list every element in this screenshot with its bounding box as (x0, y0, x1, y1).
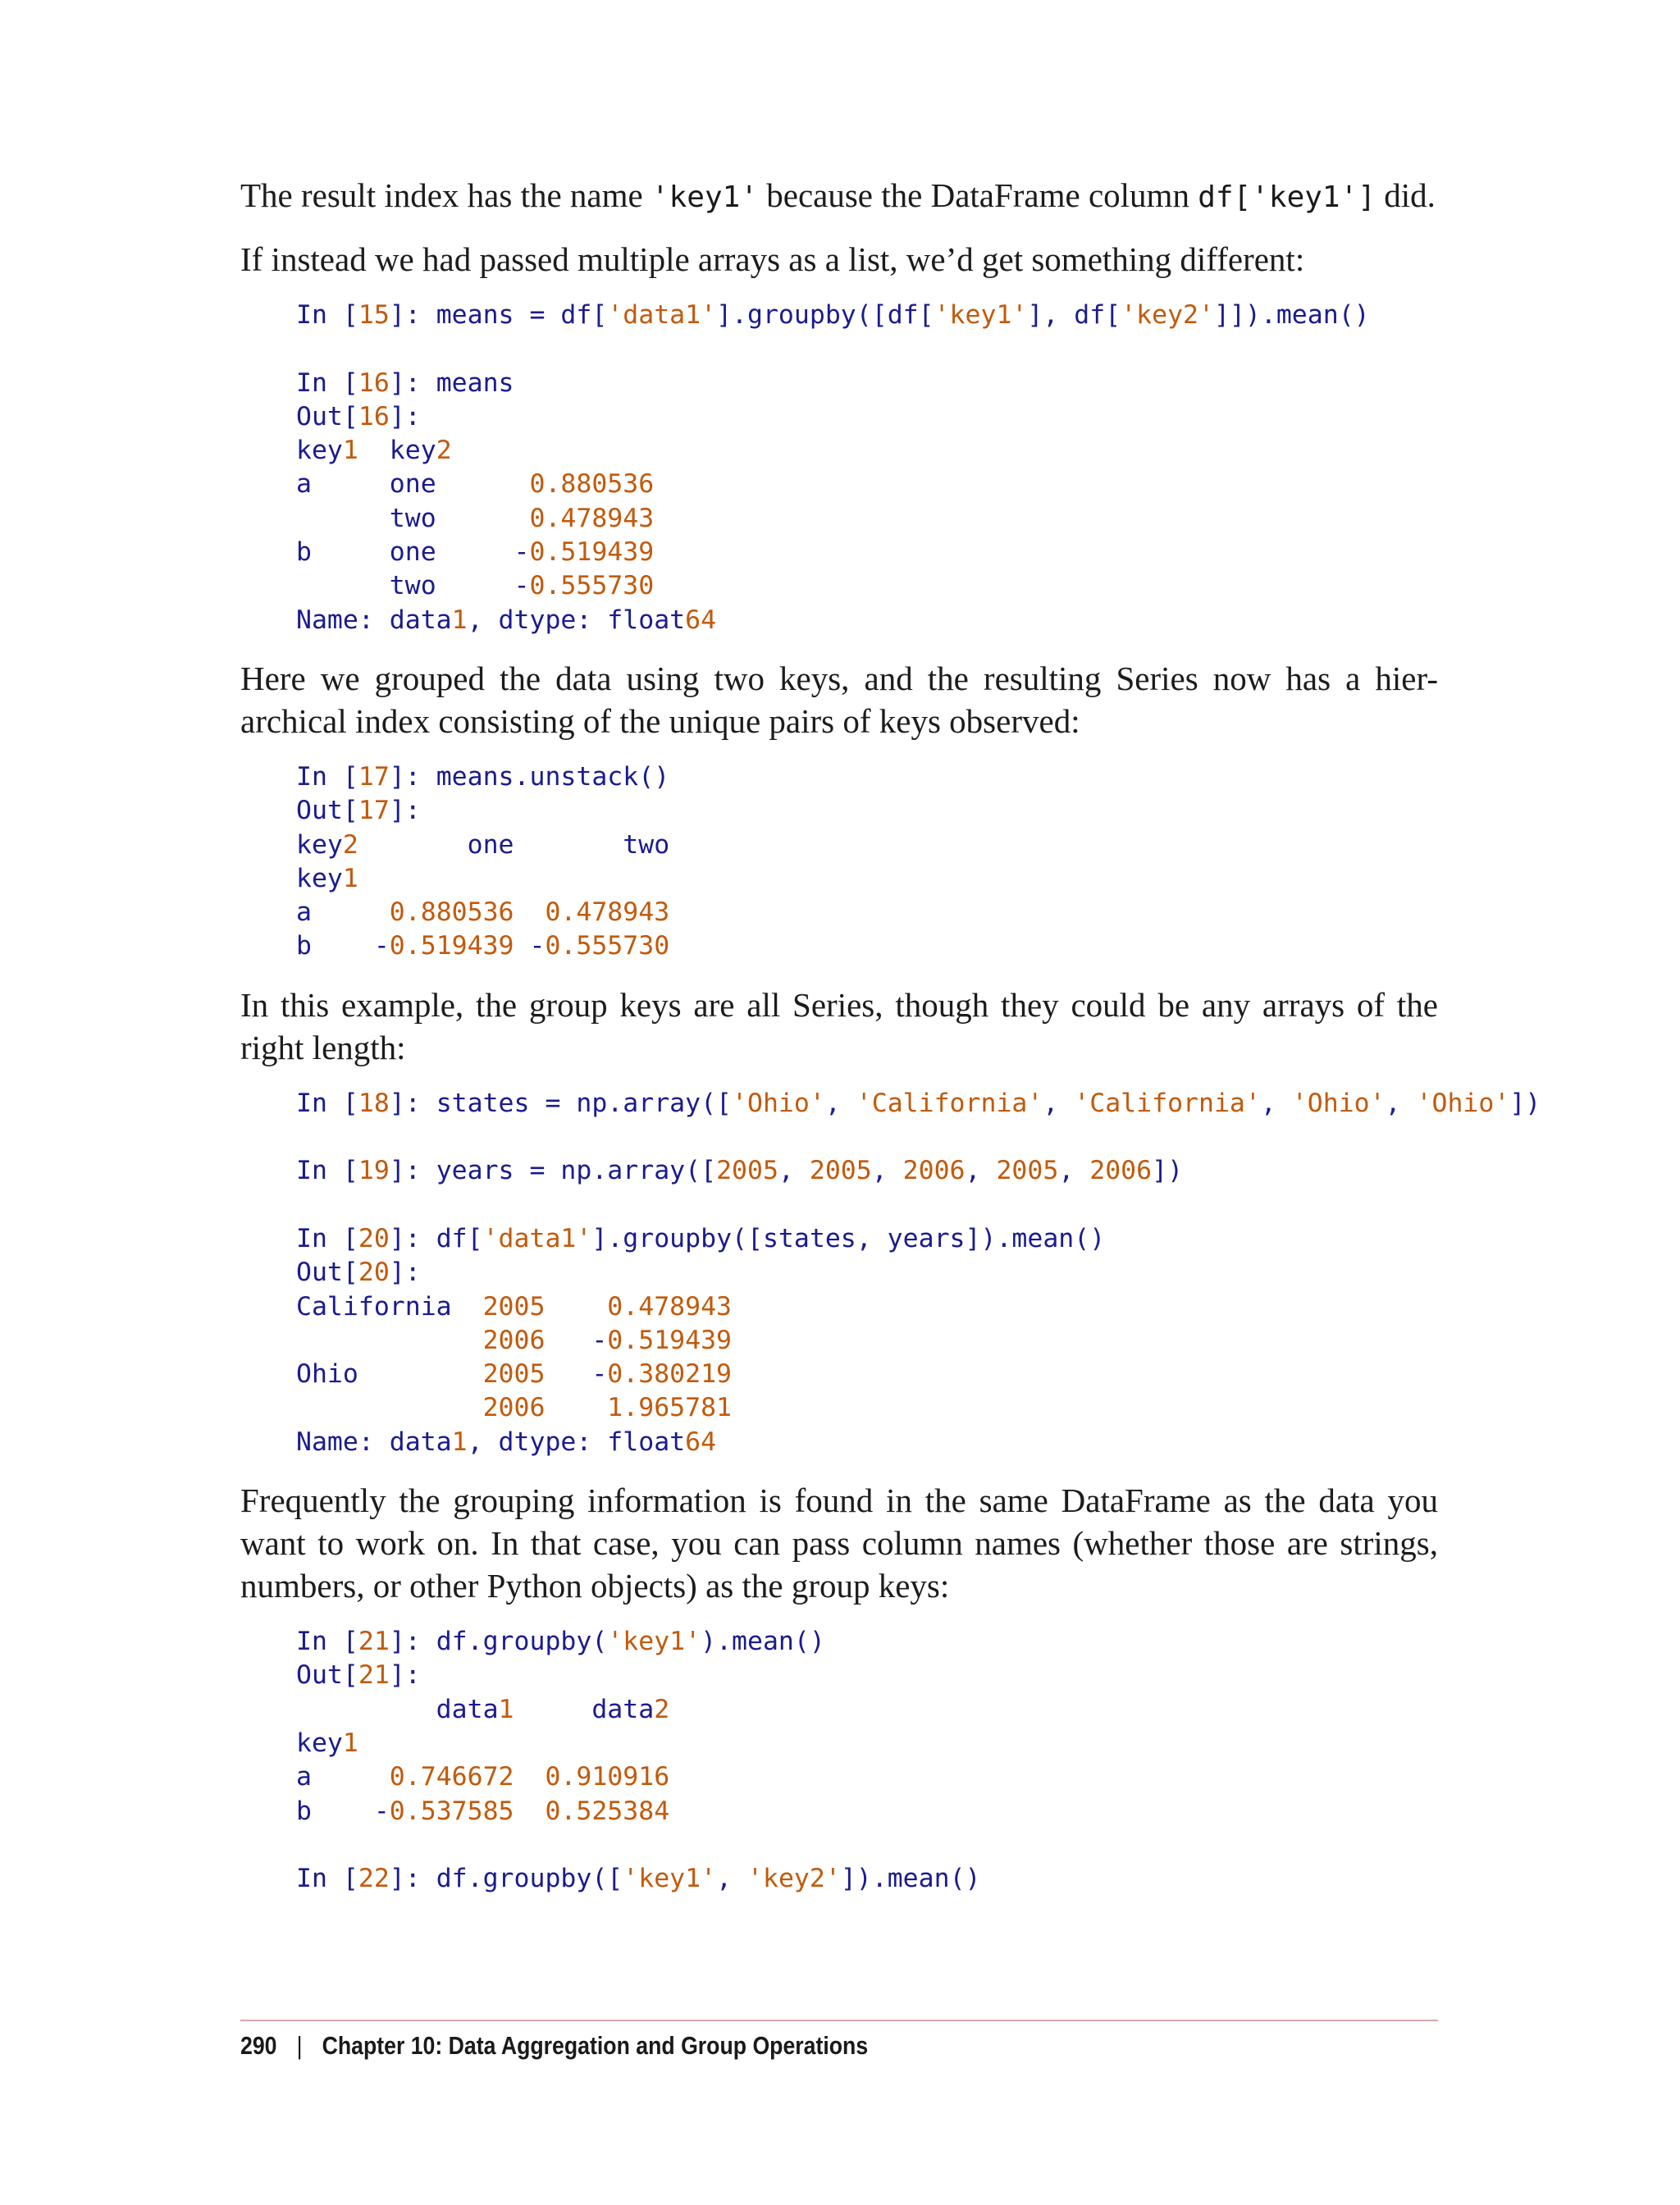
code-line: Ohio 2005 -0.380219 (296, 1359, 733, 1390)
code-line: key1 key2 (296, 436, 452, 466)
code-line: key2 one two (296, 829, 670, 860)
paragraph-3: Here we grouped the data using two keys, and the resulting Series now has a hier-archical index consisting of the unique pairs of keys observed: (240, 659, 1438, 740)
paragraph-1 (240, 174, 1438, 219)
code-line: a 0.746672 0.910916 (296, 1762, 670, 1792)
code-line: a one 0.880536 (296, 469, 655, 500)
code-line: two 0.478943 (296, 503, 655, 533)
code-line: Out[16]: (296, 401, 421, 431)
code-line: 2006 1.965781 (482, 1393, 733, 1423)
chapter-title: Chapter 10: Data Aggregation and Group Operations (322, 2031, 869, 2060)
code-line: data1 data2 (296, 1694, 670, 1724)
inline-code-df-key1: df['key1'] (1198, 180, 1376, 214)
page-number: 290 (240, 2031, 277, 2060)
code-line: key1 (296, 863, 358, 893)
footer-separator: | (296, 2031, 303, 2060)
code-line: In [17]: means.unstack() (296, 761, 670, 792)
code-block-4 (240, 1625, 1438, 1896)
paragraph-2: If instead we had passed multiple arrays as a list, we’d get something different: (240, 240, 1305, 278)
code-block-2 (240, 760, 1438, 964)
code-line: b -0.537585 0.525384 (296, 1796, 670, 1826)
footer-divider (240, 2020, 1438, 2021)
code-line: b -0.519439 -0.555730 (296, 931, 670, 961)
code-line: In [18]: states = np.array(['Ohio', 'California', 'California', 'Ohio', 'Ohio']) (296, 1088, 1541, 1118)
paragraph-1-text-c: did. (1375, 176, 1436, 214)
code-line: key1 (296, 1728, 358, 1758)
inline-code-key1: 'key1' (651, 180, 758, 214)
paragraph-1-text-a: The result index has the name (240, 176, 651, 214)
code-line: In [21]: df.groupby('key1').mean() (296, 1627, 825, 1657)
code-line: In [15]: means = df['data1'].groupby([df['key1'], df['key2']]).mean() (296, 300, 1370, 330)
paragraph-4: In this example, the group keys are all Series, though they could be any arrays of the right length: (240, 985, 1438, 1066)
code-line: California 2005 0.478943 (296, 1291, 733, 1322)
paragraph-1-text-b: because the DataFrame column (758, 176, 1198, 214)
code-line: two -0.555730 (296, 571, 655, 601)
code-line: Out[21]: (296, 1660, 421, 1691)
page-footer (240, 2031, 868, 2061)
paragraph-5: Frequently the grouping information is found in the same DataFrame as the data you want to work on. In that case, you can pass column names (whether those are strings, numbers, or other Python objects) as the group keys: (240, 1481, 1438, 1605)
page-content (240, 174, 1541, 1896)
code-block-1 (240, 299, 1438, 637)
code-line: Out[20]: (296, 1258, 421, 1288)
code-line: b one -0.519439 (296, 537, 655, 568)
code-line: In [22]: df.groupby(['key1', 'key2']).mean() (296, 1864, 981, 1894)
code-line: In [20]: df['data1'].groupby([states, years]).mean() (296, 1223, 1106, 1253)
code-line: Out[17]: (296, 796, 421, 826)
code-line: a 0.880536 0.478943 (296, 897, 670, 928)
code-line: 2006 -0.519439 (482, 1325, 733, 1355)
code-line: In [16]: means (296, 368, 514, 398)
code-block-3 (240, 1087, 1541, 1459)
code-line: In [19]: years = np.array([2005, 2005, 2006, 2005, 2006]) (296, 1156, 1184, 1186)
code-line: Name: data1, dtype: float64 (296, 1427, 717, 1457)
code-line: Name: data1, dtype: float64 (296, 605, 717, 635)
